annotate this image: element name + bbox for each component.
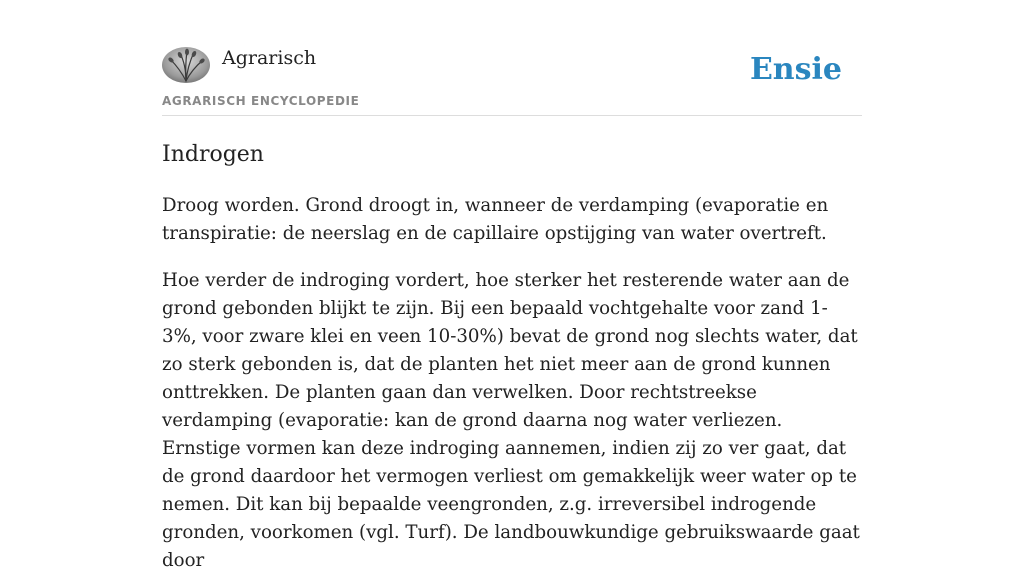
header-divider (162, 115, 862, 116)
header (162, 46, 862, 116)
article (162, 140, 862, 575)
wheat-logo-icon[interactable] (162, 47, 210, 83)
article-title: Indrogen (162, 142, 264, 167)
brand-logo[interactable]: Ensie (749, 52, 842, 87)
article-paragraph: Droog worden. Grond droogt in, wanneer de verdamping (evaporatie en transpiratie: de neerslag en de capillaire opstijging van water overtreft. (162, 195, 829, 244)
source-name[interactable]: Agrarisch (222, 47, 317, 69)
source-subtitle: AGRARISCH ENCYCLOPEDIE (162, 94, 360, 108)
article-paragraph: Hoe verder de indroging vordert, hoe sterker het resterende water aan de grond gebonden blijkt te zijn. Bij een bepaald vochtgehalte voor zand 1- 3%, voor zware klei en veen 10-30%) bevat de grond nog slechts water, dat zo sterk gebonden is, dat de planten het niet meer aan de grond kunnen onttrekken. De planten gaan dan verwelken. Door rechtstreekse verdamping (evaporatie: kan de grond daarna nog water verliezen. Ernstige vormen kan deze indroging aannemen, indien zij zo ver gaat, dat de grond daardoor het vermogen verliest om gemakkelijk weer water op te nemen. Dit kan bij bepaalde veengronden, z.g. irreversibel indrogende gronden, voorkomen (vgl. Turf). De landbouwkundige gebruikswaarde gaat door (162, 270, 860, 571)
